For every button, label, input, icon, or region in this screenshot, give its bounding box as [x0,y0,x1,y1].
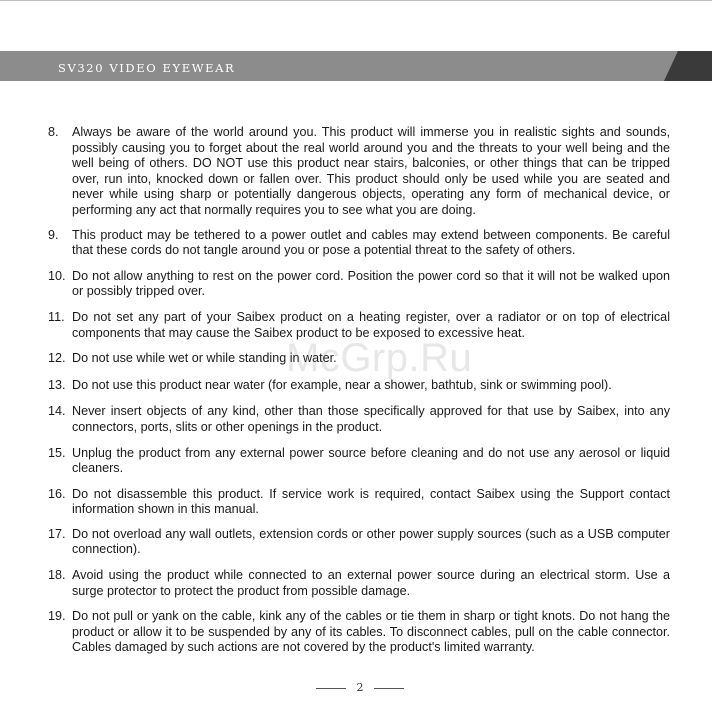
item-text: Do not use this product near water (for example, near a shower, bathtub, sink or swimming pool). [72,377,612,392]
item-text: Do not disassemble this product. If service work is required, contact Saibex using the Support contact information shown in this manual. [72,486,670,517]
top-rule [0,0,712,1]
item-text: This product may be tethered to a power outlet and cables may extend between components. Be careful that these cords do not tangle around you or pose a potential threat to the safety of others. [72,227,670,258]
item-text: Do not pull or yank on the cable, kink any of the cables or tie them in sharp or tight knots. Do not hang the product or allow it to be suspended by any of its cables. To disconnect cables, pull on the cable connector. Cables damaged by such actions are not covered by the product's limited warranty. [72,609,670,655]
item-number: 14. [48,404,66,419]
list-item [48,269,670,300]
item-text: Do not overload any wall outlets, extension cords or other power supply sources (such as a USB computer connection). [72,526,670,557]
list-item [48,527,670,558]
list-item [48,404,670,435]
item-text: Do not use while wet or while standing in water. [72,351,337,366]
item-text: Do not allow anything to rest on the power cord. Position the power cord so that it will not be walked upon or possibly tripped over. [72,268,670,299]
item-text: Never insert objects of any kind, other than those specifically approved for that use by Saibex, into any connectors, ports, slits or other openings in the product. [72,404,670,434]
item-number: 10. [48,268,66,283]
item-number: 17. [48,526,66,541]
item-number: 18. [48,568,66,583]
list-item [48,487,670,518]
item-text: Do not set any part of your Saibex product on a heating register, over a radiator or on top of electrical components that may cause the Saibex product to be exposed to excessive heat. [72,309,670,340]
item-number: 16. [48,486,66,501]
header-corner-accent [664,51,712,81]
item-number: 19. [48,609,66,624]
item-number: 11. [48,309,65,324]
page-footer [0,681,712,697]
item-number: 12. [48,351,66,366]
item-number: 15. [48,445,66,460]
item-text: Always be aware of the world around you. This product will immerse you in realistic sights and sounds, possibly causing you to forget about the real world around you and the threats to your well being and the well being of others. DO NOT use this product near stairs, balconies, or other things that can be tripped over, run into, knocked down or fallen over. This product should only be used while you are seated and never while using sharp or potentially dangerous objects, operating any form of mechanical device, or performing any act that normally requires you to see what you are doing. [72,125,670,217]
item-number: 8. [48,125,59,139]
item-text: Unplug the product from any external power source before cleaning and do not use any aerosol or liquid cleaners. [72,445,670,476]
list-item [48,228,670,259]
footer-rule-left [316,688,346,689]
list-item [48,125,670,219]
item-number: 9. [48,227,59,242]
list-item [48,609,670,656]
watermark: McGrp.Ru [286,336,473,380]
page-number: 2 [356,681,364,694]
list-item [48,568,670,599]
item-number: 13. [48,377,66,392]
footer-rule-right [374,688,404,689]
list-item [48,446,670,477]
item-text: Avoid using the product while connected to an external power source during an electrical storm. Use a surge protector to protect the product from possible damage. [72,568,670,598]
page-header-title: SV320 VIDEO EYEWEAR [58,61,236,75]
safety-instructions-list [48,125,670,656]
